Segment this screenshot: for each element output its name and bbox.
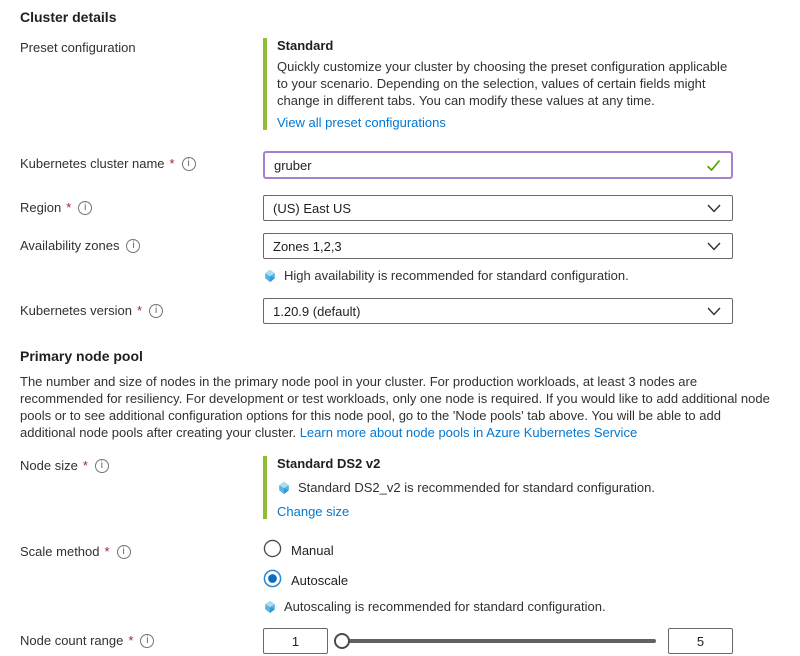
- high-availability-recommendation: [263, 268, 733, 284]
- node-size-panel: [263, 456, 733, 519]
- kubernetes-version-selected-value: 1.20.9 (default): [273, 303, 361, 319]
- cluster-name-input[interactable]: [274, 158, 706, 173]
- chevron-down-icon: [707, 204, 721, 213]
- scale-method-row: [20, 539, 774, 615]
- cluster-name-row: [20, 151, 774, 179]
- kubernetes-version-row: [20, 298, 774, 324]
- cluster-name-field: [263, 151, 733, 179]
- availability-zones-dropdown[interactable]: [263, 233, 733, 259]
- radio-selected-icon: [263, 569, 282, 591]
- required-asterisk: *: [137, 303, 143, 318]
- region-dropdown[interactable]: [263, 195, 733, 221]
- recommendation-text: High availability is recommended for standard configuration.: [284, 268, 629, 283]
- info-icon[interactable]: [149, 304, 163, 318]
- info-icon[interactable]: [95, 459, 109, 473]
- primary-node-pool-intro: [20, 373, 774, 441]
- node-size-label: Node size: [20, 458, 78, 473]
- node-size-row: [20, 456, 774, 519]
- required-asterisk: *: [66, 200, 72, 215]
- availability-zones-selected-value: Zones 1,2,3: [273, 238, 342, 254]
- node-count-max-input[interactable]: [668, 628, 733, 654]
- recommendation-gem-icon: [263, 600, 277, 614]
- radio-unselected-icon: [263, 539, 282, 561]
- radio-label: Manual: [291, 542, 334, 558]
- node-count-slider[interactable]: [334, 632, 656, 650]
- chevron-down-icon: [707, 307, 721, 316]
- kubernetes-version-dropdown[interactable]: [263, 298, 733, 324]
- primary-node-pool-heading: Primary node pool: [20, 348, 143, 364]
- info-icon[interactable]: [126, 239, 140, 253]
- recommendation-gem-icon: [277, 481, 291, 495]
- info-icon[interactable]: [78, 201, 92, 215]
- radio-label: Autoscale: [291, 572, 349, 588]
- required-asterisk: *: [82, 458, 88, 473]
- required-asterisk: *: [169, 156, 175, 171]
- preset-configuration-label: Preset configuration: [20, 40, 136, 55]
- node-size-value: Standard DS2 v2: [277, 456, 381, 471]
- info-icon[interactable]: [117, 545, 131, 559]
- required-asterisk: *: [104, 544, 110, 559]
- recommendation-text: Standard DS2_v2 is recommended for standard configuration.: [298, 480, 655, 495]
- info-icon[interactable]: [182, 157, 196, 171]
- slider-handle[interactable]: [334, 633, 350, 649]
- valid-check-icon: [706, 159, 721, 172]
- required-asterisk: *: [128, 633, 134, 648]
- region-row: [20, 195, 774, 221]
- node-size-recommendation: [277, 480, 733, 496]
- chevron-down-icon: [707, 242, 721, 251]
- region-selected-value: (US) East US: [273, 200, 352, 216]
- preset-description: Quickly customize your cluster by choosing the preset configuration applicable to your scenario. Depending on the selection, values of certain fields might change in different tabs. You can modify these values at any time.: [277, 59, 728, 108]
- node-count-range-row: [20, 628, 774, 654]
- recommendation-text: Autoscaling is recommended for standard configuration.: [284, 599, 606, 614]
- node-count-range-control: [263, 628, 733, 654]
- region-label: Region: [20, 200, 62, 215]
- recommendation-gem-icon: [263, 269, 277, 283]
- preset-configuration-panel: [263, 38, 733, 130]
- slider-track[interactable]: [336, 639, 656, 643]
- preset-configuration-row: [20, 38, 774, 130]
- scale-method-option-manual[interactable]: [263, 539, 733, 561]
- autoscale-recommendation: [263, 599, 733, 615]
- kubernetes-version-label: Kubernetes version: [20, 303, 133, 318]
- scale-method-label: Scale method: [20, 544, 100, 559]
- node-count-range-label: Node count range: [20, 633, 124, 648]
- cluster-details-heading: Cluster details: [20, 9, 117, 25]
- node-count-min-input[interactable]: [263, 628, 328, 654]
- learn-more-node-pools-link[interactable]: Learn more about node pools in Azure Kubernetes Service: [299, 425, 638, 440]
- availability-zones-row: [20, 233, 774, 284]
- info-icon[interactable]: [140, 634, 154, 648]
- cluster-name-label: Kubernetes cluster name: [20, 156, 165, 171]
- change-size-link[interactable]: Change size: [277, 504, 350, 519]
- scale-method-option-autoscale[interactable]: [263, 569, 733, 591]
- preset-value: Standard: [277, 38, 334, 53]
- view-all-preset-configurations-link[interactable]: View all preset configurations: [277, 115, 446, 130]
- intro-text: The number and size of nodes in the primary node pool in your cluster. For production workloads, at least 3 nodes are recommended for resiliency. For development or test workloads, only one node is required. If you would like to add additional node pools or to see additional configuration options for this node pool, go to the 'Node pools' tab above. You will be able to add additional node pools after creating your cluster.: [20, 374, 770, 440]
- availability-zones-label: Availability zones: [20, 238, 120, 253]
